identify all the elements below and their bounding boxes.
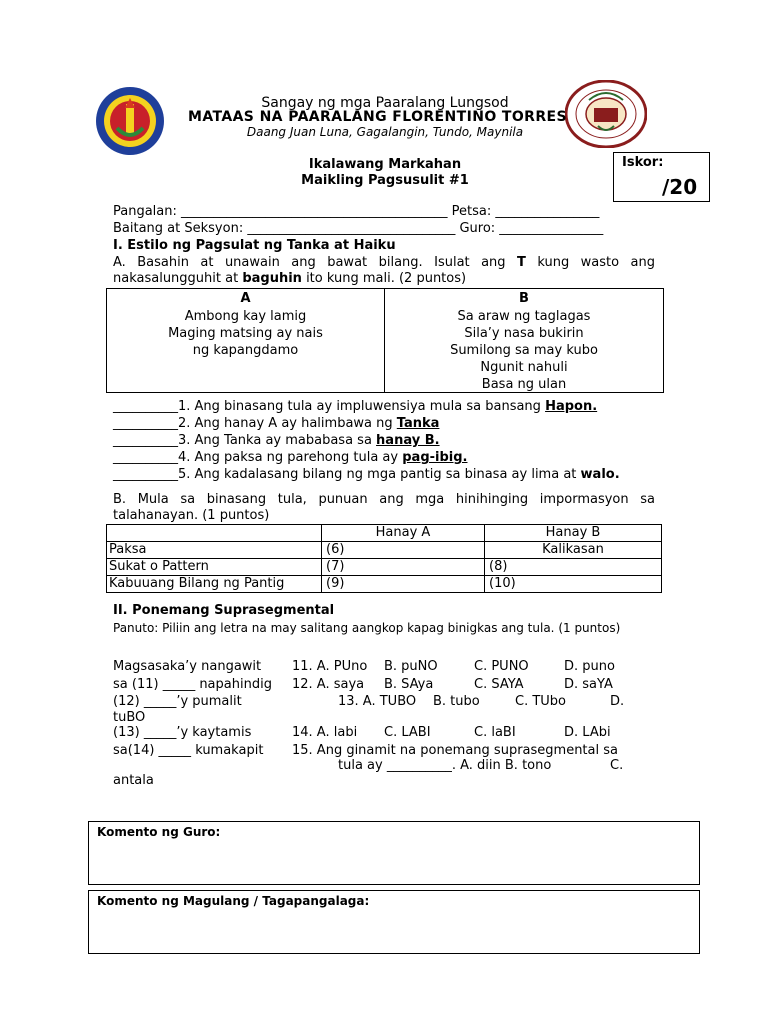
poem-b-line: Basa ng ulan (481, 377, 567, 392)
col-a-header: A (240, 291, 251, 306)
poem-table (106, 288, 664, 393)
choice-d[interactable]: D. saYA (564, 677, 613, 692)
section2-instruction: Panuto: Piliin ang letra na may salitang aangkop kapag binigkas ang tula. (1 puntos) (113, 621, 621, 635)
section1-heading: I. Estilo ng Pagsulat ng Tanka at Haiku (113, 238, 396, 253)
item-1[interactable]: __________1. Ang binasang tula ay impluwensiya mula sa bansang Hapon. (113, 399, 598, 414)
poem-a-line: Ambong kay lamig (184, 309, 307, 324)
grade-teacher-line[interactable]: Baitang at Seksyon: ________________________________ Guro: ________________ (113, 221, 604, 236)
item-3[interactable]: __________3. Ang Tanka ay mababasa sa hanay B. (113, 433, 440, 448)
score-total: /20 (662, 175, 698, 199)
question-15-cont[interactable]: tula ay __________. A. diin B. tono (338, 758, 552, 773)
choice-c[interactable]: C. laBI (474, 725, 516, 740)
table-row (107, 542, 662, 559)
partB-instruction: B. Mula sa binasang tula, punuan ang mga hinihinging impormasyon sa talahanayan. (1 puntos) (113, 492, 655, 523)
division-seal-logo (95, 86, 165, 156)
poem-line[interactable]: (13) _____’y kaytamis (113, 725, 252, 740)
item-5[interactable]: __________5. Ang kadalasang bilang ng mga pantig sa binasa ay lima at walo. (113, 467, 620, 482)
poem-b-line: Ngunit nahuli (480, 360, 568, 375)
poem-line[interactable]: sa(14) _____ kumakapit (113, 743, 264, 758)
poem-a-line: Maging matsing ay nais (168, 326, 323, 341)
choice-a[interactable]: 11. A. PUno (292, 659, 368, 674)
choice-b[interactable]: B. tubo (433, 694, 480, 709)
table-cell: Kalikasan (485, 542, 662, 559)
poem-line[interactable]: sa (11) _____ napahindig (113, 677, 272, 692)
partA-instruction: A. Basahin at unawain ang bawat bilang. Isulat ang T kung wasto ang nakasalungguhit at baguhin ito kung mali. (2 puntos) (113, 255, 656, 286)
choice-d[interactable]: D. LAbi (564, 725, 611, 740)
choice-c[interactable]: C. TUbo (515, 694, 567, 709)
table-row (107, 525, 662, 542)
name-date-line[interactable]: Pangalan: _________________________________________ Petsa: ________________ (113, 204, 600, 219)
poem-line[interactable]: (12) _____’y pumalit (113, 694, 242, 709)
choice-b[interactable]: B. SAya (384, 677, 434, 692)
choice-b[interactable]: C. LABI (384, 725, 431, 740)
poem-a-line: ng kapangdamo (192, 343, 299, 358)
quarter-title: Ikalawang Markahan (308, 157, 462, 172)
table-cell[interactable]: (7) (322, 559, 485, 576)
school-seal-logo (565, 80, 647, 148)
score-box (613, 152, 710, 202)
table-header (107, 525, 322, 542)
table-cell[interactable]: (6) (322, 542, 485, 559)
school-name: MATAAS NA PAARALANG FLORENTINO TORRES (188, 109, 567, 125)
school-address: Daang Juan Luna, Gagalangin, Tundo, Maynila (246, 125, 524, 139)
question-15-choice-c[interactable]: C. (610, 758, 624, 773)
table-cell: Paksa (107, 542, 322, 559)
table-header: Hanay A (322, 525, 485, 542)
table-cell[interactable]: (9) (322, 576, 485, 593)
choice-b[interactable]: B. puNO (384, 659, 438, 674)
choice-d[interactable]: D. puno (564, 659, 615, 674)
choice-a[interactable]: 12. A. saya (292, 677, 365, 692)
score-label: Iskor: (622, 155, 664, 170)
teacher-comment-label: Komento ng Guro: (97, 825, 221, 839)
table-cell[interactable]: (10) (485, 576, 662, 593)
item-2[interactable]: __________2. Ang hanay A ay halimbawa ng Tanka (113, 416, 440, 431)
section2-heading: II. Ponemang Suprasegmental (113, 603, 335, 618)
choice-c[interactable]: C. PUNO (474, 659, 529, 674)
table-cell[interactable]: (8) (485, 559, 662, 576)
choice-c[interactable]: C. SAYA (474, 677, 524, 692)
poem-col-b (385, 291, 663, 393)
item-4[interactable]: __________4. Ang paksa ng parehong tula ay pag-ibig. (113, 450, 468, 465)
choice-d[interactable]: D. (610, 694, 625, 709)
choice-a[interactable]: 13. A. TUBO (338, 694, 417, 709)
division-name: Sangay ng mga Paaralang Lungsod (261, 95, 509, 111)
poem-b-line: Sila’y nasa bukirin (464, 326, 584, 341)
table-cell: Kabuuang Bilang ng Pantig (107, 576, 322, 593)
table-cell: Sukat o Pattern (107, 559, 322, 576)
info-table (106, 524, 662, 593)
poem-line: Magsasaka’y nangawit (113, 659, 262, 674)
poem-line: antala (113, 773, 154, 788)
table-row (107, 576, 662, 593)
quiz-title: Maikling Pagsusulit #1 (301, 173, 469, 188)
col-b-header: B (519, 291, 529, 306)
question-15: 15. Ang ginamit na ponemang suprasegmental sa (292, 743, 618, 758)
parent-comment-box[interactable] (88, 890, 700, 954)
poem-col-a (107, 291, 384, 359)
choice-a[interactable]: 14. A. labi (292, 725, 358, 740)
table-row (107, 559, 662, 576)
teacher-comment-box[interactable] (88, 821, 700, 885)
parent-comment-label: Komento ng Magulang / Tagapangalaga: (97, 894, 370, 908)
poem-line: tuBO (113, 710, 146, 725)
poem-b-line: Sumilong sa may kubo (450, 343, 598, 358)
table-header: Hanay B (485, 525, 662, 542)
poem-b-line: Sa araw ng taglagas (457, 309, 591, 324)
